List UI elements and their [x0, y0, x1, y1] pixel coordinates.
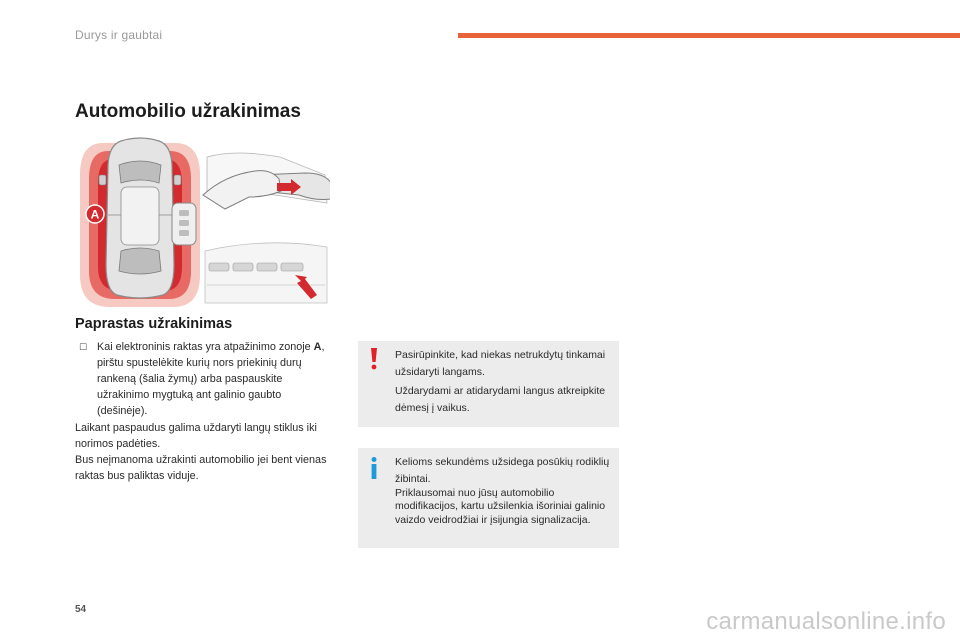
- section-title: Paprastas užrakinimas: [75, 316, 233, 332]
- paragraph-window-closing: Laikant paspaudus galima uždaryti langų stiklus iki norimos padėties.: [75, 422, 317, 450]
- bullet-item: [75, 339, 325, 419]
- tailgate-lock-button-detail: [205, 243, 327, 303]
- electronic-key-icon: [172, 203, 196, 245]
- car-locking-illustration: [75, 135, 330, 310]
- header-section-title: Durys ir gaubtai: [75, 28, 163, 42]
- bullet-text: Kai elektroninis raktas yra atpažinimo zonoje A, pirštu spustelėkite kurių nors priekinių durų rankeną (šalia žymų) arba paspauskite užrakinimo mygtuką ant galinio gaubto (dešinėje).: [97, 341, 325, 417]
- page-title: Automobilio užrakinimas: [75, 101, 301, 122]
- info-text-1: Kelioms sekundėms užsidega posūkių rodiklių žibintai.: [395, 456, 610, 485]
- info-icon: [367, 456, 381, 480]
- page-number: 54: [75, 604, 87, 615]
- header-accent-bar: [458, 33, 960, 38]
- warning-text-2: Uždarydami ar atidarydami langus atkreipkite dėmesį į vaikus.: [395, 385, 606, 414]
- zone-a-callout: [86, 205, 104, 223]
- warning-box: [358, 341, 619, 427]
- info-box: [358, 448, 619, 548]
- paragraph-key-inside: Bus neįmanoma užrakinti automobilio jei bent vienas raktas bus paliktas viduje.: [75, 454, 327, 482]
- door-handle-detail: [203, 153, 330, 209]
- watermark: carmanualsonline.info: [706, 608, 946, 635]
- warning-text-1: Pasirūpinkite, kad niekas netrukdytų tinkamai užsidaryti langams.: [395, 349, 606, 378]
- exclamation-icon: [367, 347, 381, 371]
- info-text-2: Priklausomai nuo jūsų automobilio modifikacijos, kartu užsilenkia išoriniai galinio vaizdo veidrodžiai ir įsijungia signalizacija.: [395, 487, 606, 526]
- zone-a-label: A: [90, 207, 100, 222]
- car-top-view: [99, 138, 181, 298]
- checkbox-bullet-icon: ☐: [79, 342, 88, 352]
